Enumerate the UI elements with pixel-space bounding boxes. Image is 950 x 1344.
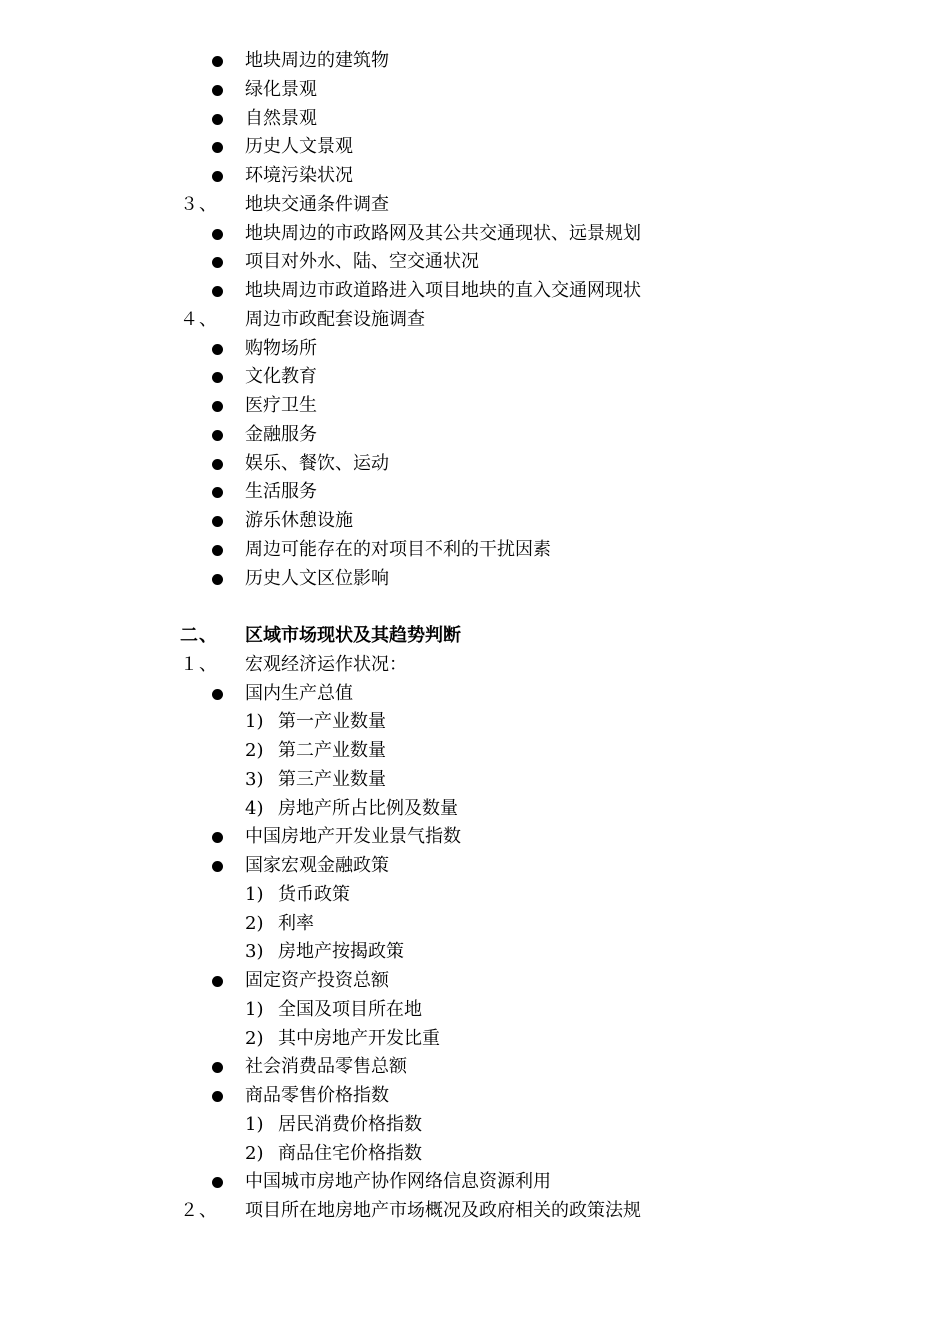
item-text: 宏观经济运作状况：	[245, 653, 407, 675]
bullet-text: 自然景观	[245, 107, 317, 129]
bullet-item	[0, 1053, 950, 1082]
item-text: 周边市政配套设施调查	[245, 308, 425, 330]
bullet-icon	[212, 1062, 223, 1073]
item-number: ２、	[180, 1200, 218, 1221]
bullet-text: 绿化景观	[245, 78, 317, 100]
bullet-item	[0, 392, 950, 421]
bullet-text: 历史人文区位影响	[245, 567, 389, 589]
sub-item	[0, 737, 950, 766]
section-number: 二、	[180, 625, 218, 646]
bullet-item	[0, 565, 950, 594]
document-page	[0, 47, 950, 1226]
bullet-text: 固定资产投资总额	[245, 970, 389, 991]
bullet-item	[0, 536, 950, 565]
bullet-item	[0, 133, 950, 162]
bullet-icon	[212, 286, 223, 297]
bullet-text: 周边可能存在的对项目不利的干扰因素	[245, 538, 551, 560]
sub-item-number: 4)	[245, 797, 264, 819]
sub-item	[0, 1111, 950, 1140]
sub-item-number: 1)	[245, 711, 264, 733]
bullet-item	[0, 478, 950, 507]
sub-item-number: 3)	[245, 941, 264, 963]
sub-item	[0, 938, 950, 967]
bullet-text: 金融服务	[245, 423, 317, 445]
sub-item	[0, 996, 950, 1025]
bullet-text: 中国城市房地产协作网络信息资源利用	[245, 1171, 551, 1193]
bullet-text: 地块周边市政道路进入项目地块的直入交通网现状	[245, 280, 641, 301]
bullet-text: 国内生产总值	[245, 682, 353, 704]
sub-item	[0, 795, 950, 824]
bullet-item	[0, 248, 950, 277]
bullet-icon	[212, 171, 223, 182]
numbered-item	[0, 306, 950, 335]
bullet-item	[0, 76, 950, 105]
bullet-icon	[212, 344, 223, 355]
bullet-icon	[212, 114, 223, 125]
item-number: ４、	[180, 308, 218, 330]
bullet-icon	[212, 1091, 223, 1102]
bullet-icon	[212, 574, 223, 585]
bullet-text: 国家宏观金融政策	[245, 855, 389, 876]
bullet-item	[0, 363, 950, 392]
bullet-icon	[212, 832, 223, 843]
item-number: １、	[180, 653, 218, 675]
bullet-text: 生活服务	[245, 481, 317, 503]
sub-item-text: 第三产业数量	[278, 768, 386, 790]
bullet-text: 游乐休憩设施	[245, 510, 353, 531]
bullet-item	[0, 680, 950, 709]
bullet-item	[0, 507, 950, 536]
bullet-icon	[212, 861, 223, 872]
bullet-icon	[212, 689, 223, 700]
bullet-icon	[212, 487, 223, 498]
bullet-text: 文化教育	[245, 366, 317, 388]
bullet-icon	[212, 430, 223, 441]
bullet-icon	[212, 142, 223, 153]
bullet-item	[0, 852, 950, 881]
bullet-text: 商品零售价格指数	[245, 1085, 389, 1106]
bullet-icon	[212, 56, 223, 67]
section-heading	[0, 622, 950, 651]
item-text: 项目所在地房地产市场概况及政府相关的政策法规	[245, 1200, 641, 1221]
sub-item-number: 1)	[245, 998, 264, 1020]
bullet-text: 地块周边的市政路网及其公共交通现状、远景规划	[245, 222, 641, 244]
bullet-item	[0, 1082, 950, 1111]
sub-item-text: 商品住宅价格指数	[278, 1142, 422, 1164]
sub-item-text: 全国及项目所在地	[278, 998, 422, 1020]
bullet-icon	[212, 85, 223, 96]
sub-item-number: 3)	[245, 768, 264, 790]
bullet-item	[0, 421, 950, 450]
sub-item-text: 房地产按揭政策	[278, 941, 404, 963]
sub-item-text: 其中房地产开发比重	[278, 1027, 440, 1049]
bullet-text: 地块周边的建筑物	[245, 50, 389, 71]
numbered-item	[0, 191, 950, 220]
sub-item	[0, 910, 950, 939]
sub-item-text: 第一产业数量	[278, 711, 386, 733]
sub-item-text: 第二产业数量	[278, 740, 386, 761]
sub-item	[0, 1025, 950, 1054]
sub-item-number: 2)	[245, 912, 264, 934]
bullet-item	[0, 47, 950, 76]
bullet-text: 项目对外水、陆、空交通状况	[245, 251, 479, 273]
blank-line	[0, 593, 950, 622]
bullet-icon	[212, 976, 223, 987]
sub-item	[0, 708, 950, 737]
bullet-item	[0, 967, 950, 996]
sub-item-text: 货币政策	[278, 883, 350, 905]
bullet-icon	[212, 459, 223, 470]
sub-item-text: 利率	[278, 912, 314, 934]
sub-item	[0, 881, 950, 910]
bullet-text: 环境污染状况	[245, 165, 353, 186]
numbered-item	[0, 651, 950, 680]
bullet-text: 历史人文景观	[245, 136, 353, 158]
bullet-item	[0, 1168, 950, 1197]
bullet-item	[0, 220, 950, 249]
bullet-text: 购物场所	[245, 337, 317, 359]
bullet-text: 医疗卫生	[245, 395, 317, 416]
sub-item-number: 2)	[245, 1142, 264, 1164]
bullet-text: 娱乐、餐饮、运动	[245, 452, 389, 474]
sub-item-text: 居民消费价格指数	[278, 1113, 422, 1135]
bullet-item	[0, 450, 950, 479]
item-text: 地块交通条件调查	[245, 193, 389, 215]
sub-item-number: 1)	[245, 883, 264, 905]
numbered-item	[0, 1197, 950, 1226]
sub-item-text: 房地产所占比例及数量	[278, 797, 458, 819]
bullet-icon	[212, 516, 223, 527]
bullet-icon	[212, 229, 223, 240]
bullet-text: 中国房地产开发业景气指数	[245, 826, 461, 848]
sub-item	[0, 1140, 950, 1169]
bullet-item	[0, 823, 950, 852]
bullet-item	[0, 105, 950, 134]
sub-item-number: 2)	[245, 740, 264, 761]
sub-item-number: 2)	[245, 1027, 264, 1049]
bullet-item	[0, 277, 950, 306]
bullet-icon	[212, 257, 223, 268]
bullet-item	[0, 162, 950, 191]
bullet-icon	[212, 372, 223, 383]
bullet-item	[0, 335, 950, 364]
sub-item-number: 1)	[245, 1113, 264, 1135]
section-title: 区域市场现状及其趋势判断	[245, 625, 461, 646]
sub-item	[0, 766, 950, 795]
bullet-icon	[212, 401, 223, 412]
bullet-text: 社会消费品零售总额	[245, 1056, 407, 1078]
bullet-icon	[212, 545, 223, 556]
bullet-icon	[212, 1177, 223, 1188]
item-number: ３、	[180, 193, 218, 215]
